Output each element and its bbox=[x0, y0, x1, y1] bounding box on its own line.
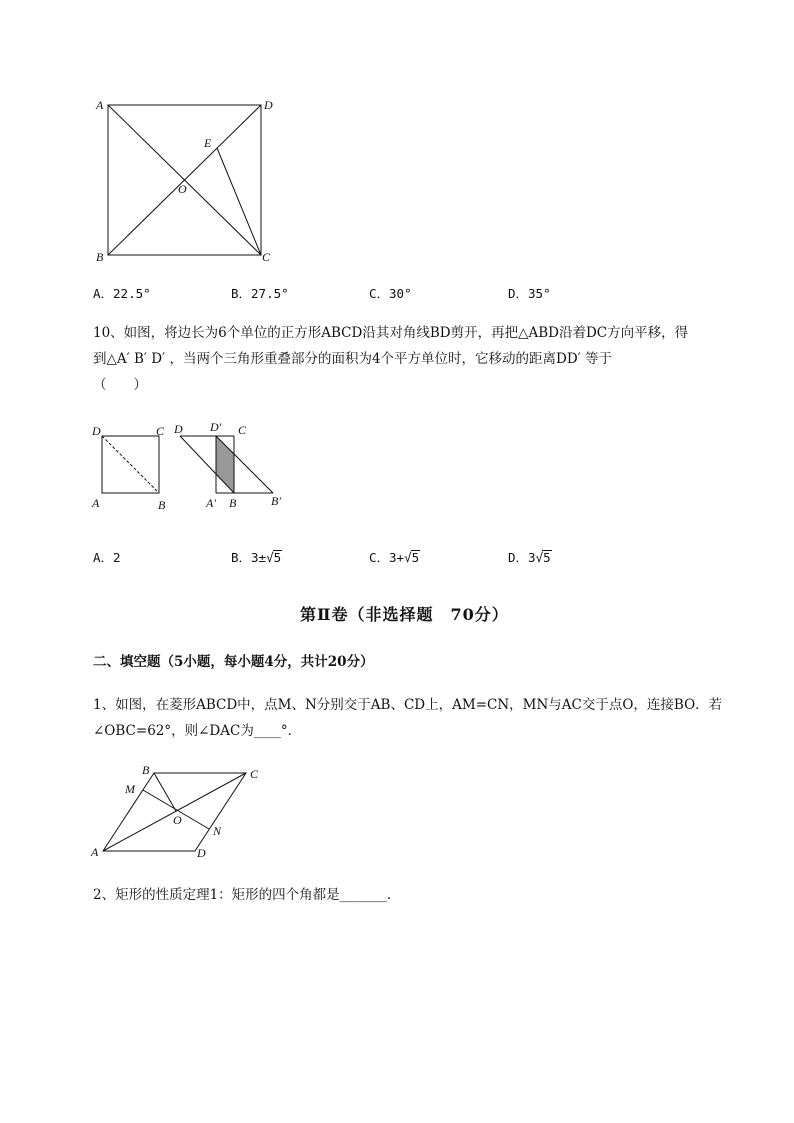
dashed-diagonal bbox=[102, 436, 159, 493]
right-label-aprime: A′ bbox=[206, 496, 216, 510]
sqrt-sign: √ bbox=[404, 550, 412, 565]
right-label-b: B bbox=[229, 496, 237, 510]
left-label-c: C bbox=[156, 424, 165, 438]
section2-heading: 二、填空题（5小题，每小题4分，共计20分） bbox=[93, 654, 374, 670]
q10-line1: 10、如图，将边长为6个单位的正方形ABCD沿其对角线BD剪开，再把△ABD沿着DC方向平移，得 bbox=[93, 325, 689, 341]
label-o: O bbox=[178, 182, 187, 196]
q10-option-c: C．3+√5 bbox=[369, 550, 420, 565]
label-b: B bbox=[96, 250, 104, 264]
q9-option-a: A．22.5° bbox=[93, 286, 151, 301]
right-label-d: D bbox=[174, 422, 183, 436]
figure-q10 bbox=[88, 418, 298, 518]
radicand: 5 bbox=[543, 550, 551, 565]
right-label-bprime: B′ bbox=[271, 494, 281, 508]
fill1-line2: ∠OBC=62°，则∠DAC为____°． bbox=[93, 723, 302, 739]
right-label-dprime: D′ bbox=[210, 420, 222, 434]
q9-option-c: C．30° bbox=[369, 286, 412, 301]
left-label-b: B bbox=[158, 498, 166, 512]
sqrt-sign: √ bbox=[266, 550, 274, 565]
figure-rhombus bbox=[88, 760, 278, 865]
segment-bo bbox=[154, 773, 176, 811]
label-b: B bbox=[142, 763, 150, 777]
q9-option-b: B．27.5° bbox=[231, 286, 289, 301]
fill2-text: 2、矩形的性质定理1：矩形的四个角都是_______. bbox=[93, 887, 392, 903]
q9-option-d: D．35° bbox=[508, 286, 551, 301]
label-n: N bbox=[213, 824, 222, 838]
right-label-c: C bbox=[238, 423, 247, 437]
radicand: 5 bbox=[273, 550, 282, 565]
radicand: 5 bbox=[411, 550, 420, 565]
segment-ec bbox=[217, 148, 261, 255]
label-c: C bbox=[250, 767, 259, 781]
fill1-line1: 1、如图，在菱形ABCD中，点M、N分别交于AB、CD上，AM=CN，MN与AC交于点O，连接BO．若 bbox=[93, 697, 723, 713]
sqrt-sign: √ bbox=[535, 550, 544, 565]
q10-line2: 到△A′ B′ D′ ，当两个三角形重叠部分的面积为4个平方单位时，它移动的距离DD′ 等于 bbox=[93, 351, 613, 367]
label-a: A bbox=[96, 98, 104, 112]
q10-line3: （ ） bbox=[93, 377, 147, 393]
label-d: D bbox=[197, 846, 206, 860]
figure-square-diagonals bbox=[90, 95, 280, 265]
label-e: E bbox=[204, 136, 212, 150]
label-m: M bbox=[125, 782, 135, 796]
q10-option-a: A．2 bbox=[93, 550, 121, 565]
q10-option-b: B．3±√5 bbox=[231, 550, 282, 565]
label-c: C bbox=[262, 250, 271, 264]
section-title: 第Ⅱ卷（非选择题 70分） bbox=[300, 605, 509, 624]
left-label-a: A bbox=[92, 496, 100, 510]
label-a: A bbox=[91, 845, 99, 859]
label-d: D bbox=[264, 98, 273, 112]
label-o: O bbox=[173, 813, 182, 827]
q10-option-d: D．3√5 bbox=[508, 550, 551, 565]
left-label-d: D bbox=[92, 424, 101, 438]
